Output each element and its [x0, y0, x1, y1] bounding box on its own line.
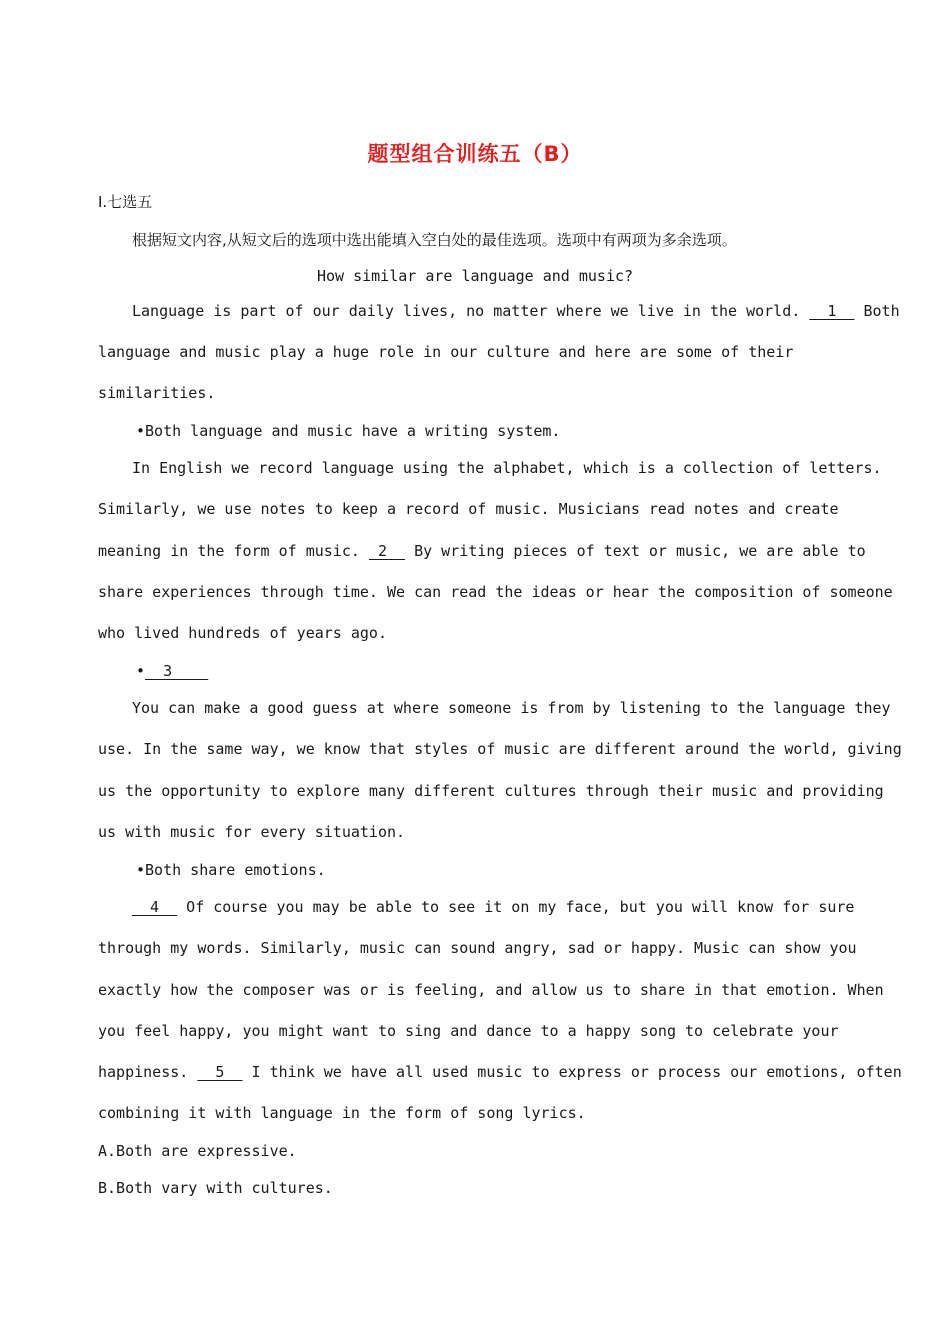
bullet-heading-3: •Both share emotions. [136, 861, 326, 879]
text-segment: Language is part of our daily lives, no matter where we live in the world. [132, 302, 810, 320]
paragraph-3-line-1: You can make a good guess at where someone is from by listening to the language they [132, 699, 891, 717]
paragraph-4-line-5 [98, 1063, 902, 1081]
option-b: B.Both vary with cultures. [98, 1179, 333, 1197]
passage-title: How similar are language and music? [316, 267, 634, 285]
text-segment: I think we have all used music to express or process our emotions, often [242, 1063, 902, 1081]
blank-1: 1 [809, 302, 855, 320]
bullet-heading-2 [136, 662, 208, 680]
text-segment: By writing pieces of text or music, we are able to [405, 542, 866, 560]
paragraph-2-line-4: share experiences through time. We can read the ideas or hear the composition of someone [98, 583, 893, 601]
option-a: A.Both are expressive. [98, 1142, 297, 1160]
blank-2: 2 [368, 542, 406, 560]
paragraph-1-line-1 [132, 302, 900, 320]
paragraph-2-line-3 [98, 542, 866, 560]
paragraph-1-line-2: language and music play a huge role in our culture and here are some of their [98, 343, 794, 361]
paragraph-1-line-3: similarities. [98, 384, 216, 402]
text-segment: Both [854, 302, 900, 320]
paragraph-3-line-4: us with music for every situation. [98, 823, 406, 841]
section-heading: Ⅰ.七选五 [98, 193, 153, 211]
instruction-text: 根据短文内容,从短文后的选项中选出能填入空白处的最佳选项。选项中有两项为多余选项。 [132, 231, 737, 249]
paragraph-2-line-2: Similarly, we use notes to keep a record of music. Musicians read notes and create [98, 500, 839, 518]
paragraph-2-line-5: who lived hundreds of years ago. [98, 624, 387, 642]
text-segment: meaning in the form of music. [98, 542, 369, 560]
paragraph-4-line-1 [132, 898, 854, 916]
text-segment: Of course you may be able to see it on my face, but you will know for sure [177, 898, 855, 916]
exercise-title: 题型组合训练五（B） [367, 142, 583, 166]
blank-4: 4 [132, 898, 178, 916]
paragraph-4-line-4: you feel happy, you might want to sing and dance to a happy song to celebrate your [98, 1022, 839, 1040]
blank-5: 5 [197, 1063, 243, 1081]
paragraph-4-line-3: exactly how the composer was or is feeling, and allow us to share in that emotion. When [98, 981, 884, 999]
paragraph-3-line-2: use. In the same way, we know that styles of music are different around the world, giving [98, 740, 902, 758]
text-segment: happiness. [98, 1063, 198, 1081]
paragraph-4-line-6: combining it with language in the form of song lyrics. [98, 1104, 586, 1122]
blank-3: 3 [145, 662, 209, 680]
paragraph-3-line-3: us the opportunity to explore many different cultures through their music and providing [98, 782, 884, 800]
bullet-heading-1: •Both language and music have a writing system. [136, 422, 561, 440]
bullet-dot: • [136, 662, 146, 680]
paragraph-4-line-2: through my words. Similarly, music can sound angry, sad or happy. Music can show you [98, 939, 857, 957]
paragraph-2-line-1: In English we record language using the alphabet, which is a collection of letters. [132, 459, 882, 477]
